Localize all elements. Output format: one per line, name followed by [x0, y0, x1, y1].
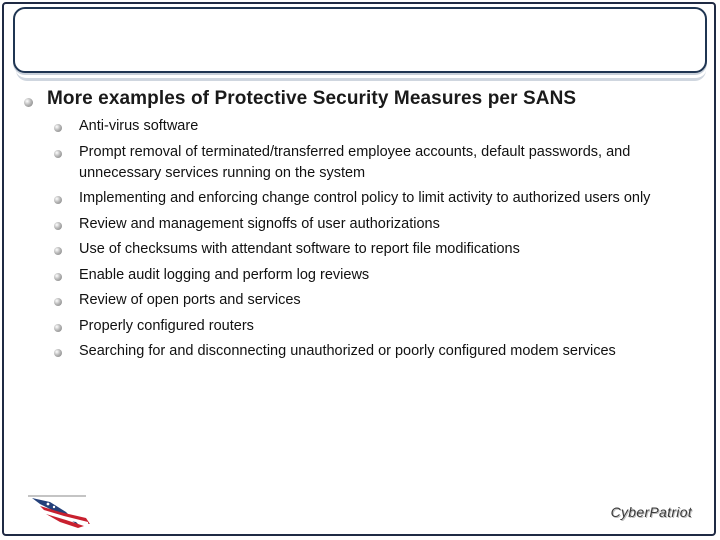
- bullet-icon: [54, 247, 62, 255]
- list-item: [54, 142, 694, 184]
- bullet-icon: [54, 124, 62, 132]
- list-item-text: Implementing and enforcing change control policy to limit activity to authorized users only: [79, 190, 651, 206]
- heading-text: More examples of Protective Security Measures per SANS: [47, 88, 577, 109]
- bullet-icon: [54, 349, 62, 357]
- list-item: [54, 116, 694, 137]
- list-item-text: Review of open ports and services: [79, 292, 301, 308]
- list-item: [54, 239, 694, 260]
- brand-logo-text: CyberPatriot: [610, 504, 692, 520]
- bullet-list: [54, 116, 694, 367]
- list-item: [54, 341, 694, 362]
- bullet-icon: [54, 324, 62, 332]
- bullet-icon: [54, 196, 62, 204]
- title-placeholder-box: [13, 7, 707, 73]
- list-item-text: Use of checksums with attendant software to report file modifications: [79, 241, 520, 257]
- eagle-flag-logo-icon: [26, 490, 92, 532]
- list-item: [54, 214, 694, 235]
- list-item-text: Anti-virus software: [79, 118, 199, 134]
- bullet-icon: [54, 298, 62, 306]
- list-item: [54, 290, 694, 311]
- list-item-text: Review and management signoffs of user authorizations: [79, 215, 440, 232]
- list-item-text: Properly configured routers: [79, 317, 254, 334]
- list-item-text: Enable audit logging and perform log reviews: [79, 266, 370, 283]
- bullet-icon: [54, 273, 62, 281]
- bullet-icon: [24, 98, 33, 107]
- bullet-icon: [54, 150, 62, 158]
- list-item: [54, 265, 694, 286]
- bullet-icon: [54, 222, 62, 230]
- list-item-text: Prompt removal of terminated/transferred employee accounts, default passwords, and unnecessary services running on the system: [79, 143, 631, 181]
- list-item: [54, 316, 694, 337]
- list-item-text: Searching for and disconnecting unauthorized or poorly configured modem services: [79, 343, 616, 359]
- slide-heading: [24, 86, 576, 112]
- list-item: [54, 188, 694, 209]
